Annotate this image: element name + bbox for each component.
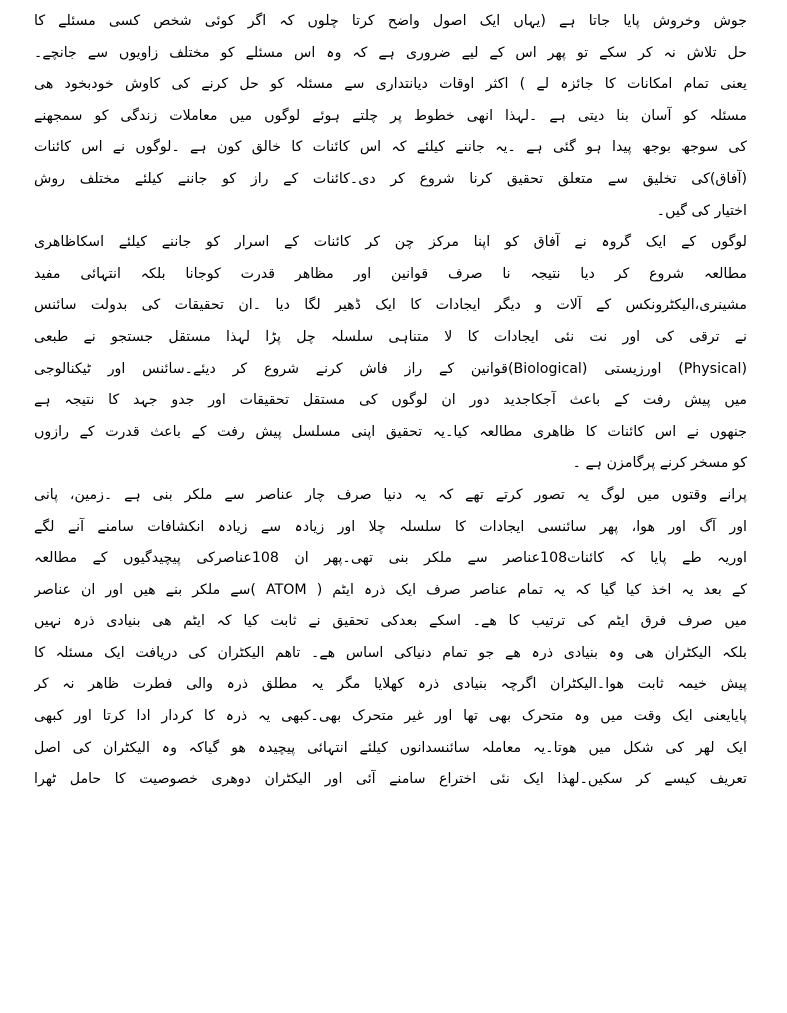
text-line: کی سوجھ بوجھ پیدا ہو گئی ہے ۔یہ جاننے کیلئے کہ اس کائنات کا خالق کون ہے ۔لوگوں نے اس کائنات [34, 139, 747, 156]
text-line: جنھوں نے اس کائنات کا ظاھری مطالعہ کیا۔یہ تحقیق اپنی مسلسل پیش رفت کے باعث قدرت کے رازوں [34, 423, 747, 440]
paragraph-1 [34, 6, 747, 227]
text-line: جوش وخروش پایا جاتا ہے (یہاں ایک اصول واضح کرتا چلوں کہ اگر کوئی شخص کسی مسئلے کا [34, 13, 747, 29]
paragraph-2 [34, 227, 747, 480]
text-line: حل تلاش نہ کر سکے تو پھر اس کے لیے ضروری ہے کہ وہ اس مسئلے کو مختلف زاویوں سے جانچے۔ [34, 44, 747, 61]
paragraph-3 [34, 480, 747, 796]
text-line: اوریہ طے پایا کہ کائنات108عناصر سے ملکر بنی تھی۔پھر ان 108عناصرکی پیچیدگیوں کے مطالعہ [34, 550, 747, 567]
text-line: تعریف کیسے کر سکیں۔لھذا ایک نئی اختراع سامنے آئی اور الیکٹران دوھری خصوصیت کا حامل ٹھرا [34, 771, 747, 788]
text-line: میں صرف فرق ایٹم کی ترتیب کا ھے۔ اسکے بعدکی تحقیق نے ثابت کیا کہ ایٹم ھی بنیادی ذرہ نہیں [34, 613, 747, 630]
text-line: کو مسخر کرنے پرگامزن ہے ۔ [572, 455, 747, 472]
text-line: لوگوں کے ایک گروہ نے آفاق کو اپنا مرکز چن کر کائنات کے اسرار کو جاننے کیلئے اسکاظاھری [34, 234, 747, 251]
text-line: مسئلہ کو آسان بنا دیتی ہے ۔لہذا انھی خطوط پر چلتے ہوئے لوگوں میں معاملات زندگی کو سمجھنے [34, 107, 747, 124]
text-line: نے ترقی کی اور نت نئی ایجادات کا لا متناہی سلسلہ چل پڑا لہذا مستقل جستجو نے طبعی [34, 328, 747, 345]
text-line: اور آگ اور ھوا، پھر سائنسی ایجادات کا سلسلہ چلا اور زیادہ سے زیادہ انکشافات سامنے آنے لگے [34, 518, 747, 535]
text-line: میں پیش رفت کے باعث آجکاجدید دور ان لوگوں کی مستقل تحقیقات اور جدو جہد کا نتیجہ ہے [34, 392, 747, 409]
text-line: پایایعنی ایک وقت میں وہ متحرک بھی تھا اور غیر متحرک بھی۔کبھی یہ ذرہ کا کردار ادا کرتا اور کبھی [34, 708, 747, 725]
text-line: بلکہ الیکٹران ھی وہ بنیادی ذرہ ھے جو تمام دنیاکی اساس ھے۔ تاھم الیکٹران کی دریافت ایک مسئلہ کا [34, 644, 747, 661]
text-line: (آفاق)کی تخلیق سے متعلق تحقیق کرنا شروع کر دی۔کائنات کے راز کو جاننے کیلئے مختلف روش [34, 170, 747, 187]
text-line: (Physical) اورزیستی (Biological)قوانین کے راز فاش کرنے شروع کر دیئے۔سائنس اور ٹیکنالوجی [34, 360, 747, 377]
text-line: مشینری،الیکٹرونکس کے آلات و دیگر ایجادات کا ایک ڈھیر لگا دیا ۔ان تحقیقات کی بدولت سائنس [34, 297, 747, 314]
text-line: اختیار کی گیں۔ [656, 202, 747, 219]
text-line: یعنی تمام امکانات کا جائزہ لے ) اکثر اوقات دیانتداری سے مسئلہ کو حل کرنے کی کاوش خودبخود ھی [34, 76, 747, 93]
text-line: کے بعد یہ اخذ کیا گیا کہ یہ تمام عناصر صرف ایک ذرہ ایٹم ( ATOM )سے ملکر بنے ھیں اور ان عناصر [34, 581, 747, 598]
text-line: ایک لھر کی شکل میں ھوتا۔یہ معاملہ سائنسدانوں کیلئے انتہائی پیچیدہ ھو گیاکہ وہ الیکٹران کی اصل [34, 739, 747, 756]
text-line: مطالعہ شروع کر دیا نتیجہ نا صرف قوانین اور مظاھر قدرت کوجانا بلکہ انتہائی مفید [34, 265, 747, 282]
text-line: پیش خیمہ ثابت ھوا۔الیکٹران اگرچہ بنیادی ذرہ کھلایا مگر یہ مطلق ذرہ والی فطرت ظاھر نہ کر [34, 676, 747, 693]
text-line: پرانے وقتوں میں لوگ یہ تصور کرتے تھے کہ یہ دنیا صرف چار عناصر سے ملکر بنی ہے ۔زمین، پانی [34, 486, 747, 503]
